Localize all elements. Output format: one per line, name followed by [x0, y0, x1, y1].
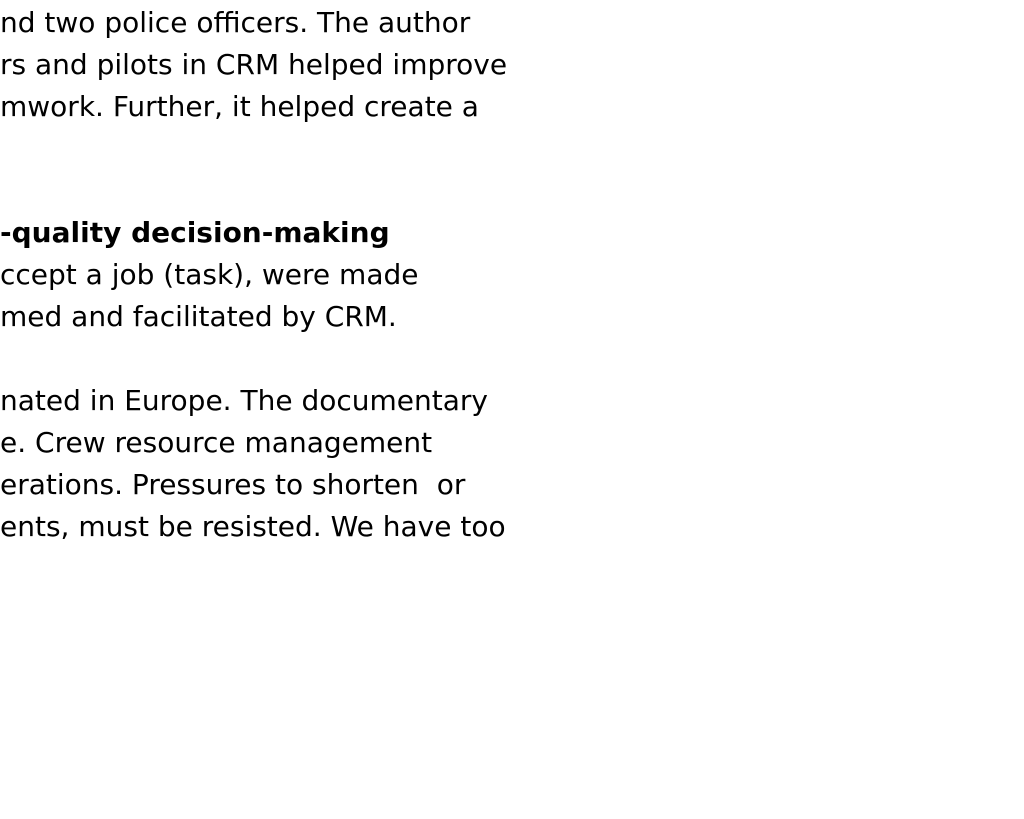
paragraph-2-line-1: ccept a job (task), were made	[0, 258, 419, 291]
paragraph-1-line-3: mwork. Further, it helped create a	[0, 90, 479, 123]
paragraph-1-line-1: nd two police officers. The author	[0, 6, 471, 39]
paragraph-3-line-4: ents, must be resisted. We have too	[0, 510, 506, 543]
paragraph-3-line-1: nated in Europe. The documentary	[0, 384, 488, 417]
paragraph-1-line-2: rs and pilots in CRM helped improve	[0, 48, 508, 81]
section-heading: -quality decision-making	[0, 216, 390, 249]
paragraph-2-line-2: med and facilitated by CRM.	[0, 300, 397, 333]
paragraph-3-line-2: e. Crew resource management	[0, 426, 433, 459]
paragraph-3-line-3: erations. Pressures to shorten or	[0, 468, 466, 501]
